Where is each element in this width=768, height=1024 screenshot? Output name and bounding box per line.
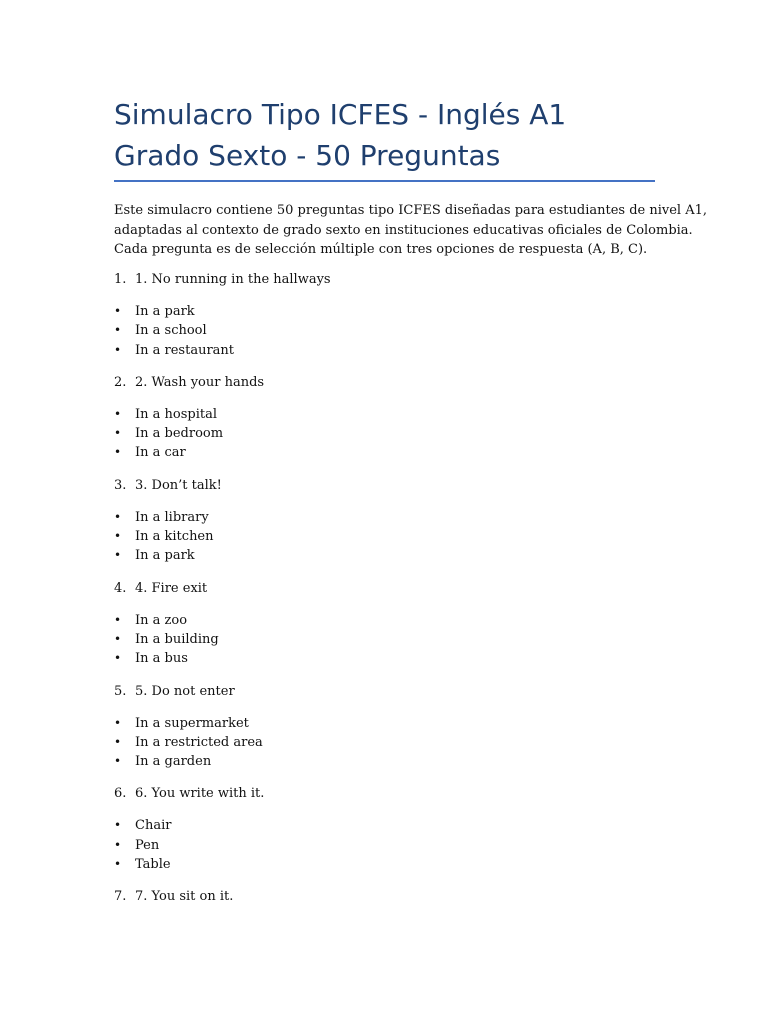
bullet-icon: • — [114, 548, 122, 563]
option-item — [0, 527, 768, 546]
question-item — [0, 682, 768, 714]
option-item — [0, 752, 768, 771]
bullet-icon: • — [114, 304, 122, 318]
spacer — [0, 360, 768, 373]
question-text: 1. No running in the hallways — [135, 272, 331, 287]
question-number: 1. — [114, 272, 127, 287]
spacer — [0, 566, 768, 579]
bullet-icon: • — [114, 754, 122, 769]
bullet-icon: • — [114, 837, 122, 852]
intro-line-1: Este simulacro contiene 50 preguntas tipo ICFES diseñadas para estudiantes de nivel A1, — [114, 203, 707, 218]
bullet-icon: • — [114, 734, 122, 749]
option-label: In a supermarket — [135, 715, 249, 731]
option-list — [0, 816, 768, 874]
option-label: In a school — [135, 323, 207, 339]
option-label: In a zoo — [135, 612, 188, 628]
bullet-icon: • — [114, 323, 122, 338]
intro-line-3: Cada pregunta es de selección múltiple con tres opciones de respuesta (A, B, C). — [114, 242, 648, 257]
option-item — [0, 341, 768, 360]
question-number: 7. — [114, 889, 127, 905]
spacer — [0, 669, 768, 682]
bullet-icon: • — [114, 818, 122, 833]
bullet-icon: • — [114, 509, 122, 524]
option-list — [0, 714, 768, 772]
bullet-icon: • — [114, 857, 122, 872]
option-item — [0, 424, 768, 443]
option-label: In a building — [135, 631, 219, 647]
document-title — [114, 94, 674, 176]
option-label: In a library — [135, 509, 209, 525]
option-label: In a car — [135, 445, 186, 461]
question-number: 4. — [114, 580, 127, 596]
option-list — [0, 508, 768, 566]
option-list — [0, 611, 768, 669]
option-label: In a kitchen — [135, 529, 214, 545]
bullet-icon: • — [114, 426, 122, 441]
bullet-icon: • — [114, 715, 122, 730]
question-number: 2. — [114, 374, 127, 390]
spacer — [0, 771, 768, 784]
option-list — [0, 405, 768, 463]
question-item — [0, 887, 768, 919]
question-item — [0, 579, 768, 611]
bullet-icon: • — [114, 631, 122, 646]
option-label: In a park — [135, 304, 195, 319]
option-item — [0, 302, 768, 321]
option-label: Table — [135, 857, 171, 873]
bullet-icon: • — [114, 406, 122, 421]
question-list — [0, 270, 768, 919]
question-item — [0, 784, 768, 816]
question-number: 3. — [114, 477, 127, 493]
question-text: 2. Wash your hands — [135, 374, 265, 390]
title-line-2: Grado Sexto - 50 Preguntas — [114, 139, 501, 172]
option-item — [0, 405, 768, 424]
option-label: In a park — [135, 548, 195, 564]
question-item — [0, 476, 768, 508]
option-item — [0, 714, 768, 733]
option-label: In a hospital — [135, 406, 218, 422]
bullet-icon: • — [114, 651, 122, 666]
option-item — [0, 836, 768, 855]
bullet-icon: • — [114, 445, 122, 460]
question-item — [0, 270, 768, 302]
spacer — [0, 874, 768, 887]
title-underline — [114, 180, 655, 182]
option-label: In a restaurant — [135, 342, 235, 358]
bullet-icon: • — [114, 529, 122, 544]
intro-paragraph — [114, 201, 707, 260]
option-list — [0, 302, 768, 360]
title-line-1: Simulacro Tipo ICFES - Inglés A1 — [114, 98, 567, 131]
option-label: In a bedroom — [135, 426, 224, 442]
question-text: 3. Don’t talk! — [135, 477, 222, 493]
option-label: Pen — [135, 837, 160, 853]
question-text: 7. You sit on it. — [135, 889, 234, 905]
question-text: 6. You write with it. — [135, 786, 265, 802]
option-item — [0, 321, 768, 340]
question-text: 4. Fire exit — [135, 580, 208, 596]
option-item — [0, 443, 768, 462]
option-item — [0, 546, 768, 565]
option-label: In a bus — [135, 651, 188, 667]
option-item — [0, 611, 768, 630]
bullet-icon: • — [114, 612, 122, 627]
option-label: In a garden — [135, 754, 212, 770]
option-item — [0, 630, 768, 649]
bullet-icon: • — [114, 342, 122, 357]
option-label: Chair — [135, 818, 172, 834]
option-item — [0, 733, 768, 752]
option-item — [0, 649, 768, 668]
option-label: In a restricted area — [135, 734, 263, 750]
option-item — [0, 855, 768, 874]
intro-line-2: adaptadas al contexto de grado sexto en instituciones educativas oficiales de Colombia. — [114, 222, 693, 238]
question-number: 5. — [114, 683, 127, 699]
question-number: 6. — [114, 786, 127, 802]
spacer — [0, 463, 768, 476]
question-item — [0, 373, 768, 405]
question-text: 5. Do not enter — [135, 683, 235, 699]
option-item — [0, 816, 768, 835]
option-item — [0, 508, 768, 527]
